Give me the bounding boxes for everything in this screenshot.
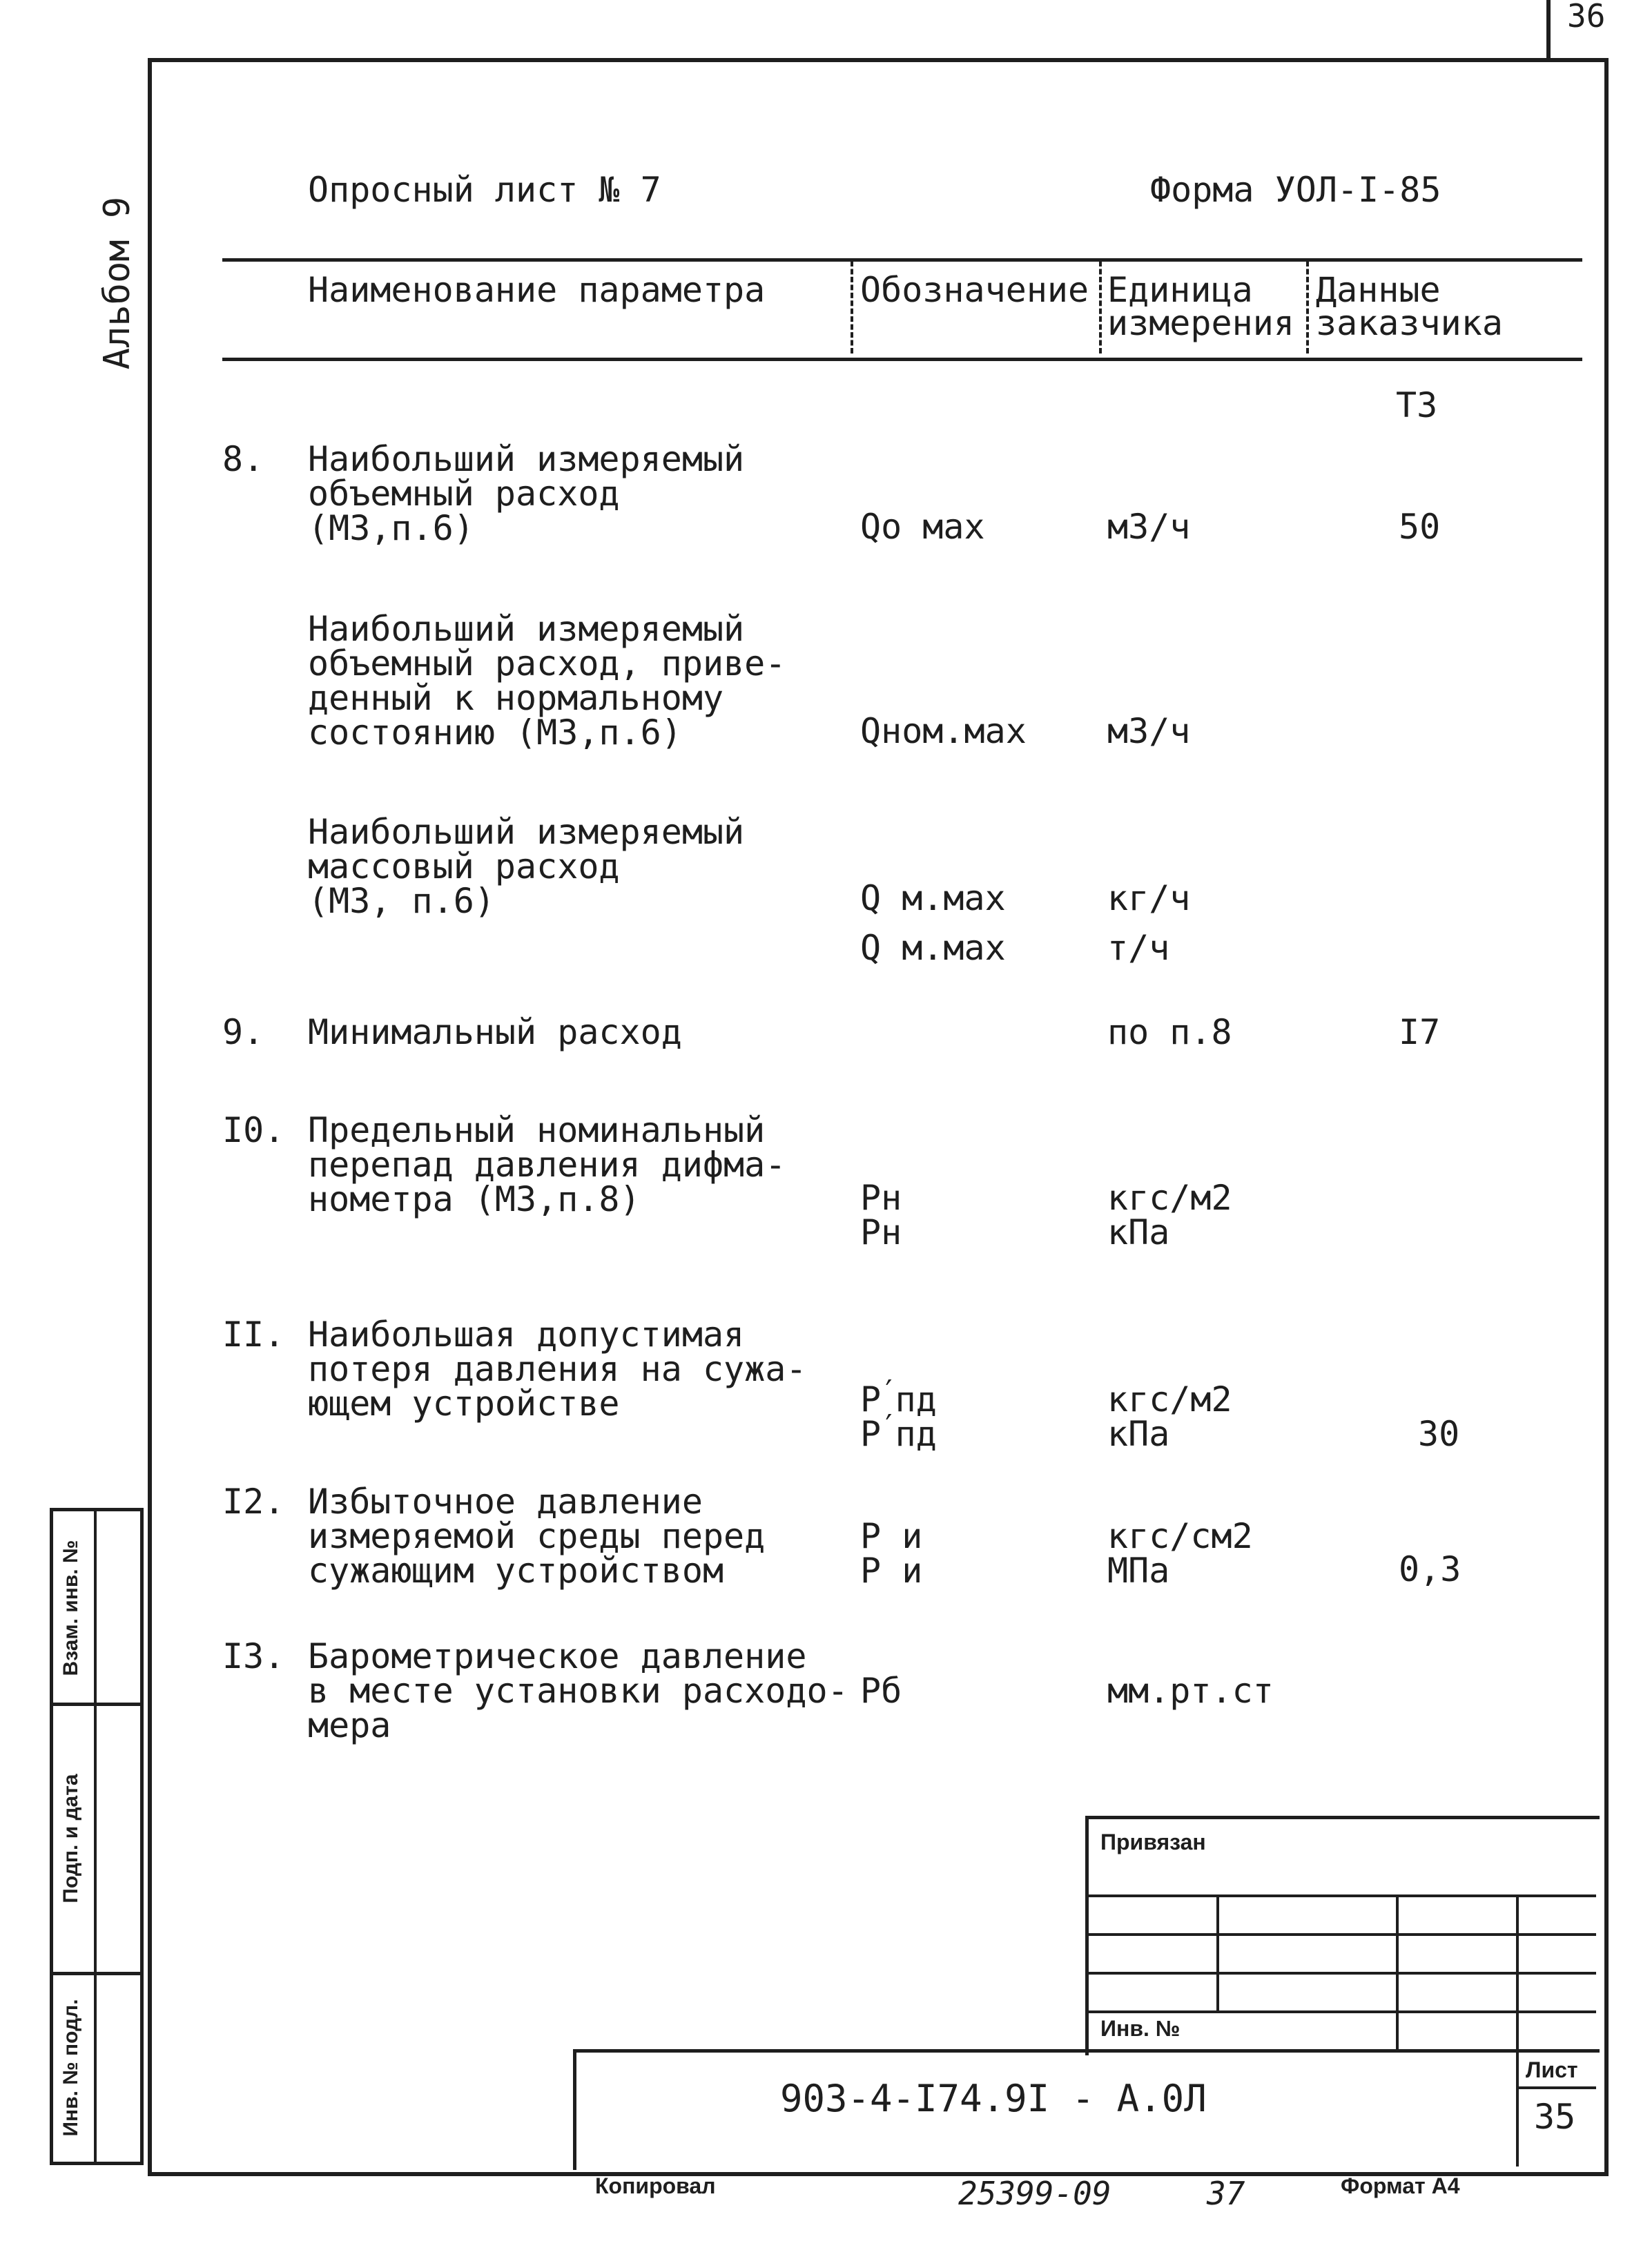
row-value: 50 — [1399, 507, 1441, 547]
row-symbol: Qо мах — [860, 507, 985, 547]
format-label: Формат А4 — [1341, 2173, 1460, 2198]
stamp-rule — [1085, 1894, 1596, 1897]
row-name: Предельный номинальный перепад давления дифма- нометра (М3,п.8) — [308, 1110, 786, 1219]
row-value: 30 — [1418, 1414, 1460, 1454]
row-unit: кгс/м2 кПа — [1107, 1379, 1232, 1454]
stamp-binding-label: Привязан — [1100, 1830, 1206, 1854]
row-number: I2. — [222, 1482, 285, 1522]
archive-number: 25399-09 — [958, 2175, 1111, 2212]
row-value: I7 — [1399, 1012, 1441, 1052]
row-value: 0,3 — [1399, 1549, 1461, 1589]
col-header-designation: Обозначение — [860, 270, 1089, 310]
copied-label: Копировал — [595, 2173, 716, 2198]
col-divider-2 — [1099, 261, 1102, 353]
row-symbol: Qном.мах — [860, 711, 1027, 751]
row-unit: мм.рт.ст — [1107, 1671, 1274, 1711]
row-number: I3. — [222, 1636, 285, 1676]
vzam-inv-label: Взам. инв. № — [59, 1540, 82, 1676]
row-symbol: Q м.мах — [860, 878, 1006, 918]
document-code: 903-4-I74.9I - А.0Л — [780, 2077, 1207, 2120]
sheet-number: 35 — [1534, 2097, 1576, 2137]
corner-tick — [1546, 0, 1551, 58]
inv-podl-label: Инв. № подл. — [59, 1999, 82, 2137]
row-unit: кгс/м2 кПа — [1107, 1178, 1232, 1252]
row-number: II. — [222, 1315, 285, 1355]
row-symbol: Рн Рн — [860, 1178, 902, 1252]
row-unit: кг/ч — [1107, 878, 1191, 918]
row-unit: м3/ч — [1107, 507, 1191, 547]
row-symbol: Р′пд — [860, 1408, 937, 1454]
sheet-box-left — [1516, 2049, 1519, 2167]
row-unit: м3/ч — [1107, 711, 1191, 751]
row-unit: т/ч — [1107, 928, 1170, 968]
row-name: Избыточное давление измеряемой среды перед сужающим устройством — [308, 1482, 766, 1591]
col-divider-1 — [851, 261, 853, 353]
row-number: 8. — [222, 439, 264, 479]
stamp-inv-label: Инв. № — [1100, 2016, 1181, 2041]
row-name: Барометрическое давление в месте установки расходо- мера — [308, 1636, 848, 1745]
left-margin-rule — [50, 1703, 144, 1706]
row-number: 9. — [222, 1012, 264, 1052]
row-unit: кгс/см2 МПа — [1107, 1516, 1253, 1591]
sheet-box-rule — [1516, 2086, 1596, 2089]
col-divider-3 — [1306, 261, 1309, 353]
page-corner-number: 36 — [1567, 0, 1606, 35]
stamp-rule — [1085, 1933, 1596, 1936]
podp-date-label: Подп. и дата — [59, 1774, 82, 1903]
stamp-col — [1396, 1894, 1399, 2052]
row-name: Наибольшая допустимая потеря давления на сужа- ющем устройстве — [308, 1315, 807, 1424]
row-number: I0. — [222, 1110, 285, 1150]
row-symbol: Р и Р и — [860, 1516, 923, 1591]
row-unit: по п.8 — [1107, 1012, 1232, 1052]
stamp-rule — [1085, 1972, 1596, 1975]
row-symbol: Q м.мах — [860, 928, 1006, 968]
row-name: Наибольший измеряемый объемный расход, приве- денный к нормальному состоянию (М3,п.6) — [308, 609, 786, 753]
header-bottom-rule — [222, 358, 1582, 361]
left-margin-col — [94, 1508, 97, 2165]
sheet-title: Опросный лист № 7 — [308, 170, 661, 210]
stamp-col — [1216, 1894, 1219, 2010]
row-symbol: Рб — [860, 1671, 902, 1711]
archive-extra: 37 — [1207, 2175, 1245, 2212]
row-name: Наибольший измеряемый объемный расход (М3,п.6) — [308, 439, 745, 548]
row-symbol: Р′пд — [860, 1374, 937, 1419]
row-name: Минимальный расход — [308, 1012, 682, 1052]
customer-tag: Т3 — [1396, 385, 1438, 425]
form-code: Форма УОЛ-I-85 — [1150, 170, 1441, 210]
col-header-unit: Единица измерения — [1107, 270, 1294, 343]
stamp-rule — [1085, 2010, 1596, 2013]
col-header-param: Наименование параметра — [308, 270, 766, 310]
sheet-label: Лист — [1526, 2057, 1578, 2082]
col-header-data: Данные заказчика — [1316, 270, 1503, 343]
stamp-col — [1516, 1894, 1519, 2052]
album-label: Альбом 9 — [97, 196, 138, 370]
row-name: Наибольший измеряемый массовый расход (М3, п.6) — [308, 812, 745, 921]
header-top-rule — [222, 258, 1582, 262]
